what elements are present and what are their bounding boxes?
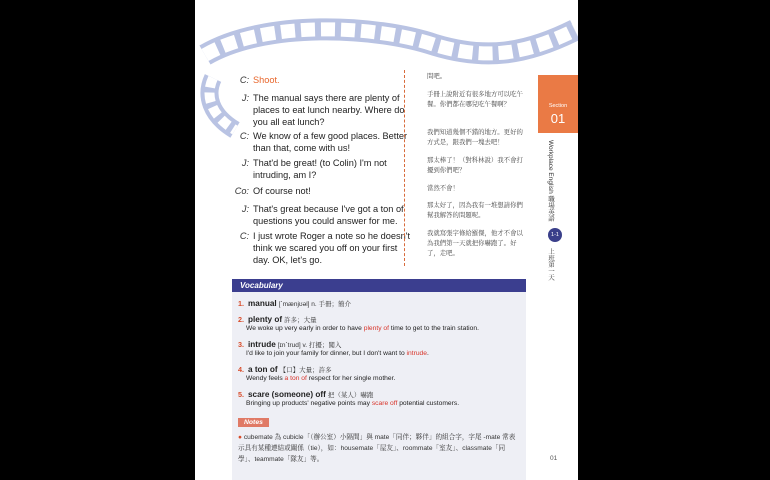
translation: 手冊上說附近有很多地方可以吃午餐。你們都在哪兒吃午餐啊？: [427, 91, 523, 108]
notes-label: Notes: [238, 418, 269, 427]
vocabulary-header: Vocabulary: [232, 279, 526, 292]
vocab-example: We woke up very early in order to have plenty of time to get to the train station.: [246, 325, 479, 332]
vocab-item: 5. scare (someone) off 把（某人）嚇跑 Bringing up products' negative points may scare off potential customers.: [238, 390, 523, 409]
section-tab: Section 01: [538, 75, 578, 133]
translation: 問吧。: [427, 73, 447, 80]
translation: 當然不會！: [427, 185, 459, 192]
vocab-item: 3. intrude [ɪnˋtrud] v. 打擾；闖入 I'd like to join your family for dinner, but I don't want to intrude.: [238, 340, 523, 359]
translation: 我就寫張字條給羅傑，他才不會以為我們第一天就把你嚇跑了。好了，走吧。: [427, 230, 523, 257]
translation: 那太好了，因為我有一堆想請你們幫我解答的問題呢。: [427, 202, 523, 219]
translation: 那太棒了！（對科林說）我不會打擾到你們吧？: [427, 157, 523, 174]
column-divider: [404, 70, 405, 266]
vocab-item: 4. a ton of 【口】大量；許多 Wendy feels a ton of respect for her single mother.: [238, 365, 523, 384]
vocabulary-box: [232, 292, 526, 480]
textbook-page: C: Shoot. J: The manual says there are plenty of places to eat lunch nearby. Where do you all eat lunch? C: We know of a few good places. Better than that, come with us! J: That'd be great! (to Colin) I'm not intruding, am I? Co: Of course not! J: That's great because I've got a ton of questions you could answer for me. C: I just wrote Roger a note so he doesn't think we scared you off on your first day. OK, let's go. 問吧。 手冊上說附近有很多地方可以吃午餐。你們都在哪兒吃午餐啊？ 我們知道幾個不錯的地方。更好的方式是，跟我們一塊去吧！ 那太棒了！（對科林說）我不會打擾到你們吧？ 當然不會！ 那太好了，因為我有一堆想請你們幫我解答的問題呢。 我就寫張字條給羅傑，他才不會以為我們第一天就把你嚇跑了。好了，走吧。 Section 01 Workplace English 職場英語 1-1 上班第一天 Vocabulary 1. manual [ˋmænjʊəl] n. 手冊；簡介 2. plenty of 許多；大量 We woke up very early in order to have plenty of time to get to the train station. 3. intrude [ɪnˋtrud] v. 打擾；闖入 I'd like to join your family for dinner, but I don't want to intrude. 4. a ton of 【口】大量；許多 Wendy feels a ton of respect for her single mother. 5. scare (someone) off 把（某人）嚇跑 Bringing up products' negative points may scare off potential customers. Notes ● cubemate 為 cubicle「（辦公室）小隔間」與 mate「同伴；夥伴」的組合字，字尾 -mate 常表示具有某種連結或關係（tie），如：housemate「屋友」、roommate「室友」、classmate「同學」、teammate「隊友」等。 01: [195, 0, 578, 480]
sidebar-label: Workplace English 職場英語 1-1 上班第一天: [546, 140, 566, 290]
vocab-example: I'd like to join your family for dinner, but I don't want to intrude.: [246, 350, 429, 357]
vocab-example: Wendy feels a ton of respect for her single mother.: [246, 375, 396, 382]
vocab-item: 2. plenty of 許多；大量 We woke up very early in order to have plenty of time to get to the train station.: [238, 315, 523, 334]
vocab-example: Bringing up products' negative points may scare off potential customers.: [246, 400, 460, 407]
translation: 我們知道幾個不錯的地方。更好的方式是，跟我們一塊去吧！: [427, 129, 523, 146]
notes-text: ● cubemate 為 cubicle「（辦公室）小隔間」與 mate「同伴；夥伴」的組合字，字尾 -mate 常表示具有某種連結或關係（tie），如：housemate「屋友」、roommate「室友」、classmate「同學」、teammate「隊友」等。: [238, 434, 516, 463]
lesson-badge: 1-1: [548, 228, 562, 242]
page-number: 01: [550, 455, 558, 462]
bullet-icon: ●: [238, 434, 244, 441]
vocab-item: 1. manual [ˋmænjʊəl] n. 手冊；簡介: [238, 299, 351, 308]
